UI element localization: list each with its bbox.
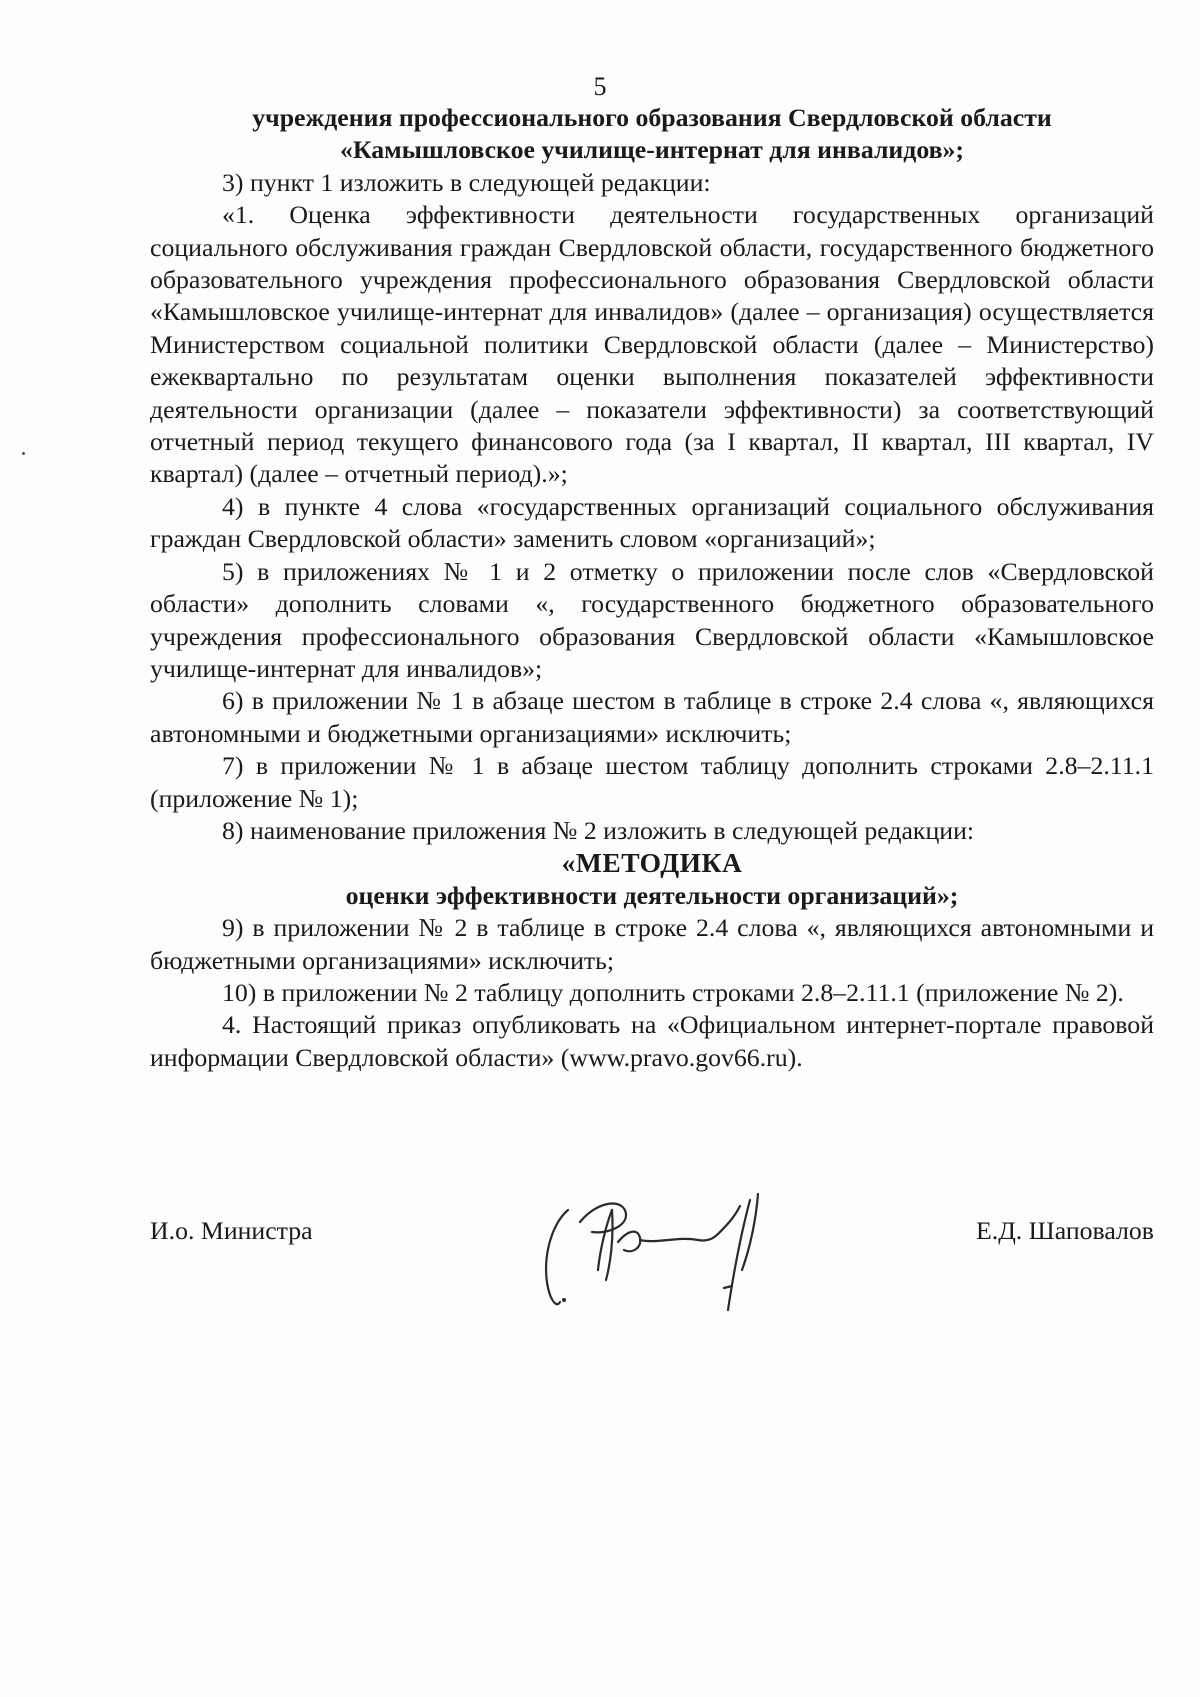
scan-speck — [22, 452, 25, 455]
document-body — [150, 102, 1154, 1074]
page-number: 5 — [593, 72, 607, 101]
methodology-subtitle: оценки эффективности деятельности организаций»; — [345, 880, 959, 910]
paragraph-item-4: 4) в пункте 4 слова «государственных организаций социального обслуживания граждан Свердловской области» заменить словом «организаций»; — [150, 491, 1154, 554]
paragraph-item-6: 6) в приложении № 1 в абзаце шестом в таблице в строке 2.4 слова «, являющихся автономными и бюджетными организациями» исключить; — [150, 686, 1154, 748]
signatory-name: Е.Д. Шаповалов — [975, 1216, 1154, 1245]
heading-line-2: «Камышловское училище-интернат для инвалидов»; — [339, 135, 965, 165]
paragraph-item-9: 9) в приложении № 2 в таблице в строке 2.4 слова «, являющихся автономными и бюджетными организациями» исключить; — [150, 913, 1154, 975]
heading-line-1: учреждения профессионального образования Свердловской области — [252, 103, 1052, 132]
paragraph-publication: 4. Настоящий приказ опубликовать на «Официальном интернет-портале правовой информации Свердловской области» (www.pravo.gov66.ru). — [150, 1010, 1154, 1072]
signatory-position: И.о. Министра — [150, 1216, 313, 1245]
paragraph-item-10: 10) в приложении № 2 таблицу дополнить строками 2.8–2.11.1 (приложение № 2). — [222, 977, 1124, 1007]
paragraph-quoted-point-1: «1. Оценка эффективности деятельности государственных организаций социального обслуживания граждан Свердловской области, государственного бюджетного образовательного учреждения профессионального образования Свердловской области «Камышловское училище-интернат для инвалидов» (далее – организация) осуществляется Министерством социальной политики Свердловской области (далее – Министерство) ежеквартально по результатам оценки выполнения показателей эффективности деятельности организации (далее – показатели эффективности) за соответствующий отчетный период текущего финансового года (за I квартал, II квартал, III квартал, IV квартал) (далее – отчетный период).»; — [150, 200, 1154, 489]
signature-block — [150, 1215, 1154, 1275]
paragraph-item-5: 5) в приложениях № 1 и 2 отметку о приложении после слов «Свердловской области» дополнить словами «, государственного бюджетного образовательного учреждения профессионального образования Свердловской области «Камышловское училище-интернат для инвалидов»; — [150, 556, 1154, 683]
methodology-title: «МЕТОДИКА — [561, 847, 743, 879]
paragraph-item-7: 7) в приложении № 1 в абзаце шестом таблицу дополнить строками 2.8–2.11.1 (приложение № 1); — [150, 751, 1154, 813]
paragraph-item-3: 3) пункт 1 изложить в следующей редакции: — [222, 167, 711, 197]
paragraph-item-8: 8) наименование приложения № 2 изложить в следующей редакции: — [222, 815, 975, 845]
